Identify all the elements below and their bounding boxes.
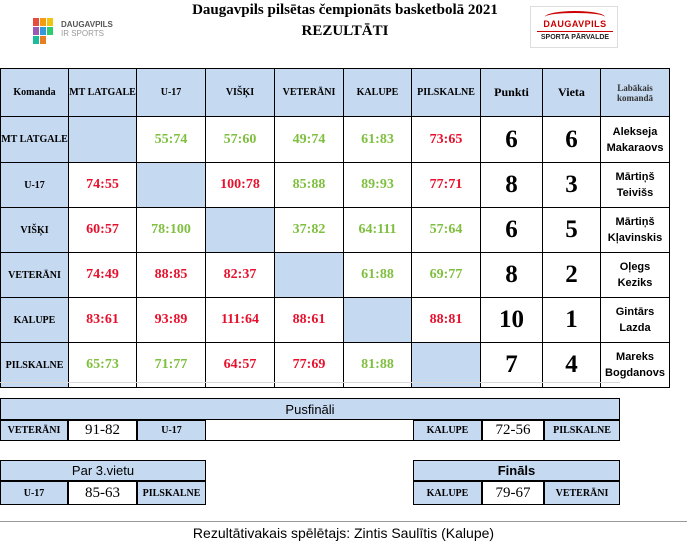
place-cell: 4 [543, 343, 601, 388]
header-col-3: VIŠĶI [206, 69, 275, 117]
logo-right-sub: SPORTA PĀRVALDE [540, 34, 610, 41]
table-row [1, 298, 670, 343]
score-cell: 88:81 [412, 298, 481, 343]
semi-spacer [206, 420, 413, 441]
place-cell: 6 [543, 117, 601, 163]
place-cell: 1 [543, 298, 601, 343]
score-cell: 57:64 [412, 208, 481, 253]
score-cell: 73:65 [412, 117, 481, 163]
self-match-cell [344, 298, 412, 343]
table-row [1, 343, 670, 388]
logo-mark-icon [33, 18, 59, 48]
row-team-name: MT LATGALE [1, 117, 69, 163]
daugavpils-ir-sports-logo [33, 18, 128, 50]
score-cell: 60:57 [69, 208, 137, 253]
points-cell: 8 [481, 253, 543, 298]
semi1-team2: U-17 [137, 420, 206, 441]
score-cell: 100:78 [206, 163, 275, 208]
semi2-team1: KALUPE [413, 420, 482, 441]
self-match-cell [137, 163, 206, 208]
score-cell: 88:85 [137, 253, 206, 298]
score-cell: 85:88 [275, 163, 344, 208]
table-row [1, 208, 670, 253]
self-match-cell [69, 117, 137, 163]
score-cell: 93:89 [137, 298, 206, 343]
table-row [1, 163, 670, 208]
score-cell: 77:69 [275, 343, 344, 388]
header-col-2: U-17 [137, 69, 206, 117]
header-best: Labākais komandā [601, 69, 670, 117]
place-cell: 3 [543, 163, 601, 208]
self-match-cell [275, 253, 344, 298]
final-team2: VETERĀNI [544, 481, 620, 505]
score-cell: 83:61 [69, 298, 137, 343]
header-points: Punkti [481, 69, 543, 117]
row-team-name: U-17 [1, 163, 69, 208]
score-cell: 64:111 [344, 208, 412, 253]
header-col-4: VETERĀNI [275, 69, 344, 117]
header-team: Komanda [1, 69, 69, 117]
points-cell: 10 [481, 298, 543, 343]
semi2-team2: PILSKALNE [544, 420, 620, 441]
score-cell: 82:37 [206, 253, 275, 298]
final-score: 79-67 [482, 481, 544, 505]
sporta-parvalde-logo [530, 6, 618, 48]
score-cell: 71:77 [137, 343, 206, 388]
table-header-row [1, 69, 670, 117]
table-row [1, 253, 670, 298]
third-place-title: Par 3.vietu [0, 460, 206, 481]
third-team2: PILSKALNE [137, 481, 206, 505]
score-cell: 74:49 [69, 253, 137, 298]
semi1-team1: VETERĀNI [0, 420, 68, 441]
results-table [0, 68, 670, 388]
table-row [1, 117, 670, 163]
best-player-cell: Mārtiņš Teivišs [601, 163, 670, 208]
score-cell: 49:74 [275, 117, 344, 163]
best-player-cell: Alekseja Makaraovs [601, 117, 670, 163]
self-match-cell [412, 343, 481, 388]
place-cell: 5 [543, 208, 601, 253]
final-team1: KALUPE [413, 481, 482, 505]
logo-divider [537, 31, 613, 32]
semi2-score: 72-56 [482, 420, 544, 441]
points-cell: 7 [481, 343, 543, 388]
header-col-1: MT LATGALE [69, 69, 137, 117]
score-cell: 74:55 [69, 163, 137, 208]
header-place: Vieta [543, 69, 601, 117]
row-team-name: VETERĀNI [1, 253, 69, 298]
header-col-6: PILSKALNE [412, 69, 481, 117]
logo-left-line1: DAUGAVPILS [61, 20, 113, 29]
score-cell: 65:73 [69, 343, 137, 388]
best-player-cell: Mareks Bogdanovs [601, 343, 670, 388]
row-team-name: KALUPE [1, 298, 69, 343]
grid-line [0, 382, 620, 383]
score-cell: 77:71 [412, 163, 481, 208]
self-match-cell [206, 208, 275, 253]
logo-right-name: DAUGAVPILS [543, 19, 607, 29]
score-cell: 81:88 [344, 343, 412, 388]
header-col-5: KALUPE [344, 69, 412, 117]
score-cell: 78:100 [137, 208, 206, 253]
semi1-score: 91-82 [68, 420, 137, 441]
score-cell: 64:57 [206, 343, 275, 388]
score-cell: 111:64 [206, 298, 275, 343]
logo-left-line2: IR SPORTS [61, 29, 104, 38]
row-team-name: VIŠĶI [1, 208, 69, 253]
third-score: 85-63 [68, 481, 137, 505]
score-cell: 88:61 [275, 298, 344, 343]
top-scorer-footer: Rezultātivakais spēlētajs: Zintis Saulītis (Kalupe) [0, 521, 687, 544]
score-cell: 37:82 [275, 208, 344, 253]
score-cell: 61:83 [344, 117, 412, 163]
row-team-name: PILSKALNE [1, 343, 69, 388]
best-player-cell: Gintārs Lazda [601, 298, 670, 343]
final-title: Fināls [413, 460, 620, 481]
best-player-cell: Oļegs Keziks [601, 253, 670, 298]
third-team1: U-17 [0, 481, 68, 505]
page-subtitle: REZULTĀTI [301, 23, 389, 39]
points-cell: 8 [481, 163, 543, 208]
score-cell: 57:60 [206, 117, 275, 163]
place-cell: 2 [543, 253, 601, 298]
score-cell: 89:93 [344, 163, 412, 208]
score-cell: 69:77 [412, 253, 481, 298]
points-cell: 6 [481, 117, 543, 163]
semifinals-title: Pusfināli [0, 398, 620, 420]
score-cell: 61:88 [344, 253, 412, 298]
page-title: Daugavpils pilsētas čempionāts basketbolā 2021 [192, 2, 498, 18]
score-cell: 55:74 [137, 117, 206, 163]
best-player-cell: Mārtiņš Kļavinskis [601, 208, 670, 253]
points-cell: 6 [481, 208, 543, 253]
